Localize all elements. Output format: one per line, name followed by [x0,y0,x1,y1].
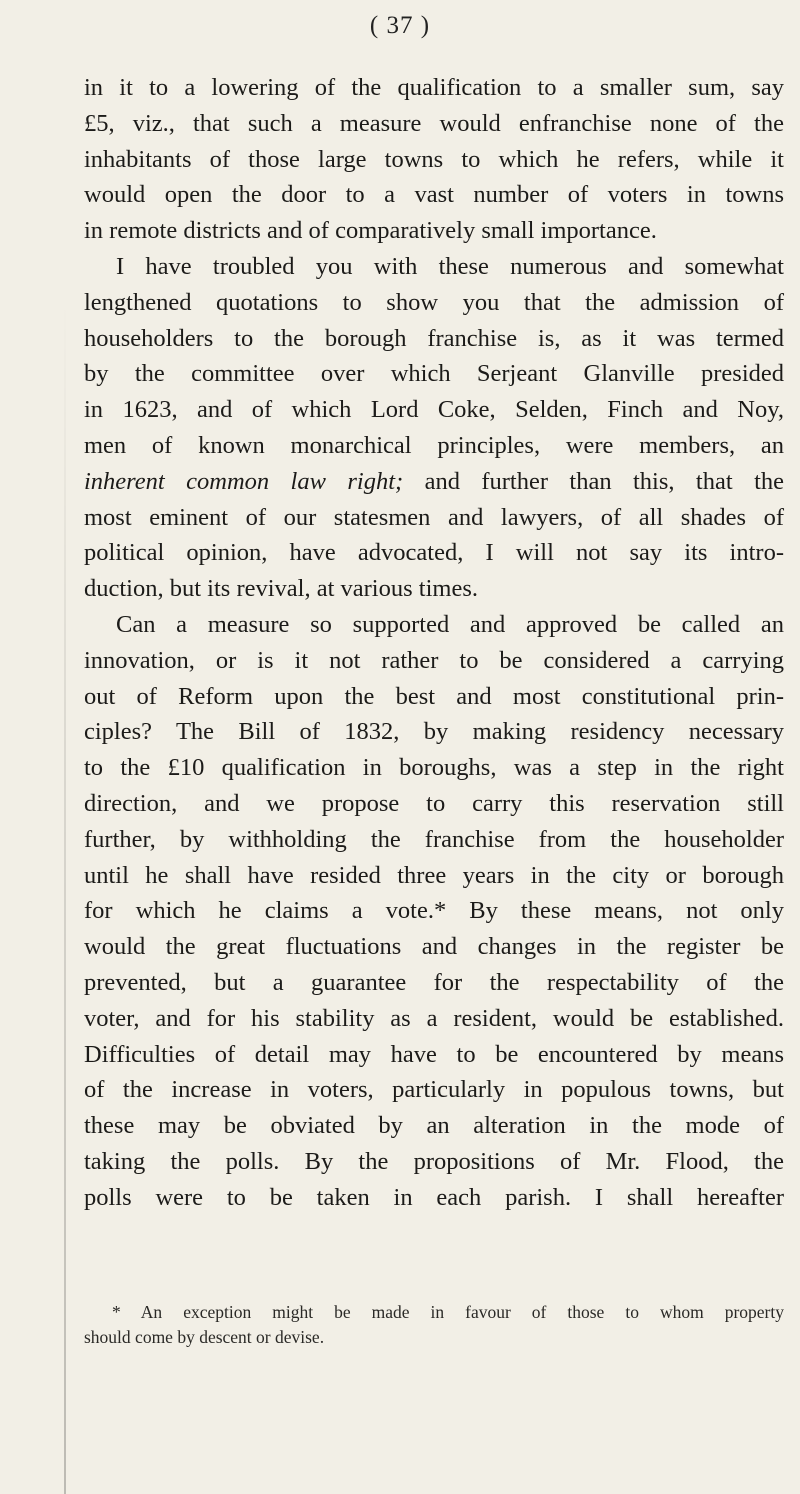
text-line: until he shall have resided three years in the city or borough [84,861,784,889]
footnote-line: should come by descent or devise. [84,1327,325,1347]
text-line: taking the polls. By the propositions of Mr. Flood, the [84,1147,784,1175]
footnote-line: * An exception might be made in favour of those to whom property [112,1302,784,1322]
text-line: would open the door to a vast number of voters in towns [84,181,784,209]
text-line: for which he claims a vote.* By these means, not only [84,897,784,925]
text-line: £5, viz., that such a measure would enfranchise none of the [84,109,784,137]
italic-phrase: inherent common law right; [84,467,404,495]
text-line: out of Reform upon the best and most constitutional prin- [84,682,784,710]
body-text [84,70,784,1216]
text-line-with-italic [84,464,784,500]
text-line: lengthened quotations to show you that the admission of [84,288,784,316]
text-line: Difficulties of detail may have to be encountered by means [84,1040,784,1068]
text-line: direction, and we propose to carry this reservation still [84,789,784,817]
text-line: in it to a lowering of the qualification to a smaller sum, say [84,74,784,101]
page-gutter-edge [64,300,66,1494]
text-line-remainder: and further than this, that the [403,467,785,495]
text-line: polls were to be taken in each parish. I shall hereafter [84,1183,784,1211]
paragraph-start-line: I have troubled you with these numerous and somewhat [116,252,784,280]
text-line: these may be obviated by an alteration in the mode of [84,1112,784,1140]
footnote [84,1300,784,1350]
text-line: innovation, or is it not rather to be considered a carrying [84,646,784,674]
text-line: ciples? The Bill of 1832, by making residency necessary [84,718,784,746]
paragraph-start-line: Can a measure so supported and approved be called an [116,610,784,638]
text-line: in remote districts and of comparatively small importance. [84,217,657,245]
text-line: by the committee over which Serjeant Glanville presided [84,360,784,388]
text-line: inhabitants of those large towns to which he refers, while it [84,145,784,173]
text-line: prevented, but a guarantee for the respectability of the [84,968,784,996]
text-line: would the great fluctuations and changes in the register be [84,933,784,961]
text-line: most eminent of our statesmen and lawyers, of all shades of [84,503,784,531]
text-line: duction, but its revival, at various times. [84,575,478,603]
text-line: voter, and for his stability as a resident, would be established. [84,1004,784,1032]
text-line: of the increase in voters, particularly in populous towns, but [84,1076,784,1104]
text-line: men of known monarchical principles, were members, an [84,431,784,459]
text-line: political opinion, have advocated, I will not say its intro- [84,539,784,567]
text-line: further, by withholding the franchise from the householder [84,825,784,853]
page-number: ( 37 ) [369,12,431,39]
text-line: householders to the borough franchise is, as it was termed [84,324,784,352]
text-line: to the £10 qualification in boroughs, was a step in the right [84,754,784,782]
text-line: in 1623, and of which Lord Coke, Selden, Finch and Noy, [84,396,784,424]
